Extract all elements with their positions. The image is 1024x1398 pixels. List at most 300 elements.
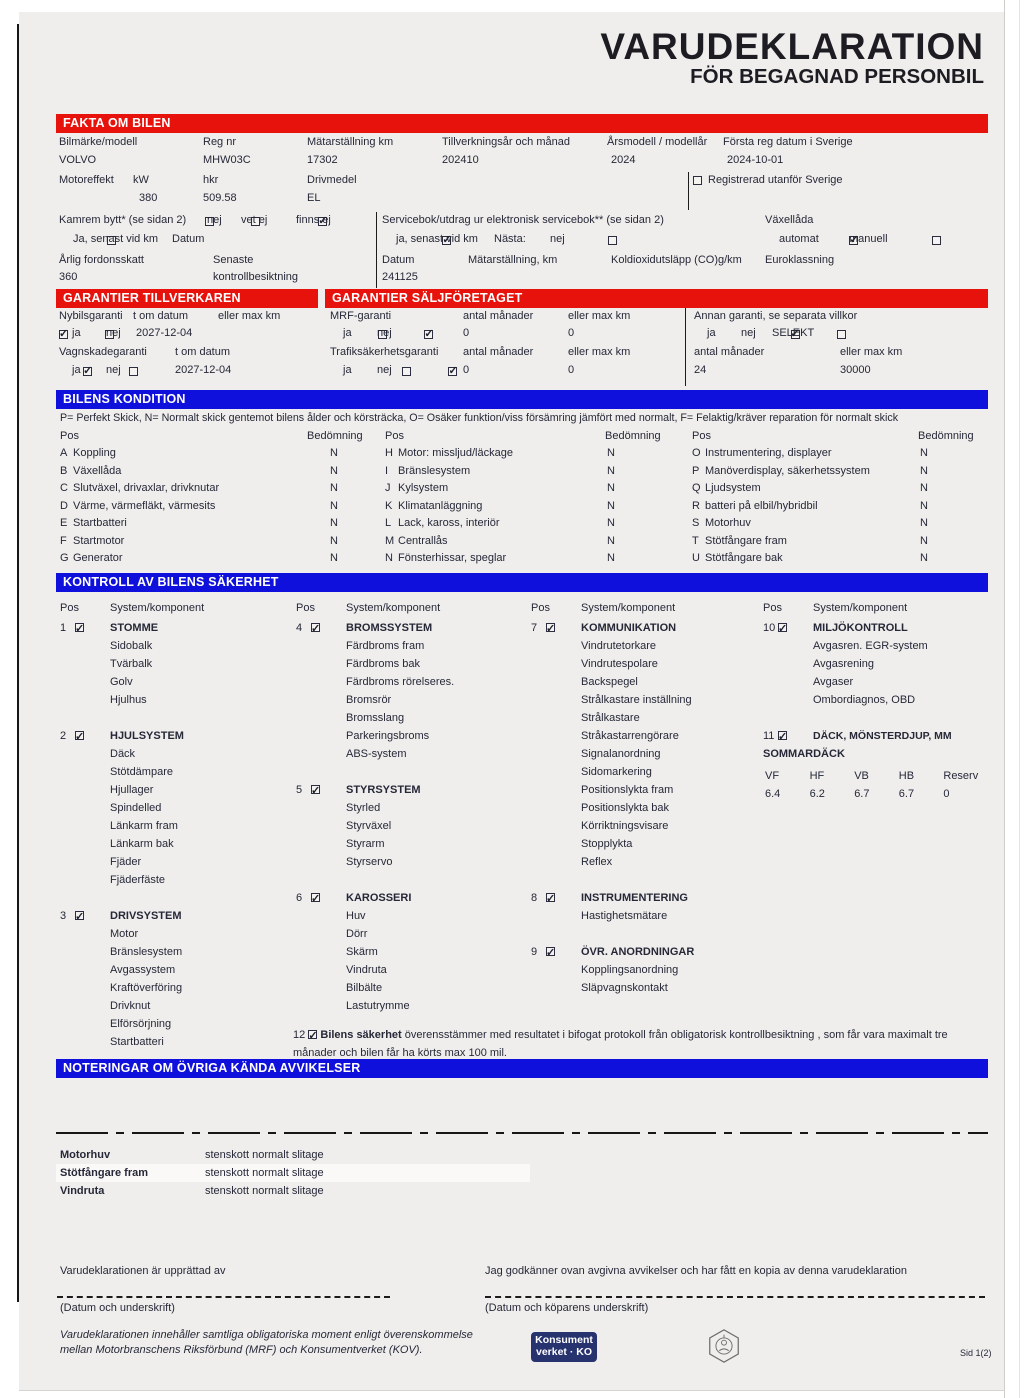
kondition-col-1 xyxy=(60,447,370,570)
condition-label: Klimatanläggning xyxy=(398,499,483,512)
label-trafik-eller-max: eller max km xyxy=(568,346,631,358)
safety-item: Avgasren. EGR-system xyxy=(813,640,928,652)
konsumentverket-logo-line-2: verket · KO xyxy=(535,1345,593,1358)
safety-item: Elförsörjning xyxy=(110,1018,172,1030)
group-7-checkbox[interactable] xyxy=(546,623,555,632)
condition-label: Växellåda xyxy=(73,464,122,477)
registrerad-utanfor-checkbox[interactable] xyxy=(693,176,702,185)
safety-group-miljokontroll xyxy=(763,619,988,709)
condition-pos: I xyxy=(385,464,389,477)
safety-item: Däck xyxy=(110,748,136,760)
condition-pos: M xyxy=(385,534,395,547)
condition-grade: N xyxy=(607,447,615,459)
condition-row xyxy=(692,517,960,535)
buyer-signature-line[interactable] xyxy=(485,1296,985,1298)
condition-row xyxy=(385,535,647,553)
condition-row xyxy=(60,447,370,465)
tire-position-label: HF xyxy=(809,770,825,782)
safety-item: Golv xyxy=(110,676,133,688)
value-arsmodell: 2024 xyxy=(611,154,636,166)
label-kamrem-nej: nej xyxy=(207,214,222,226)
safety-item: Vindrutetorkare xyxy=(581,640,657,652)
condition-pos: B xyxy=(60,464,68,477)
condition-label: Generator xyxy=(73,552,123,564)
tire-depth-value: 6.7 xyxy=(854,788,870,800)
safety-item: Styrarm xyxy=(346,838,385,850)
sakerhet-pos-header: Pos xyxy=(60,602,79,614)
safety-item: Styrservo xyxy=(346,856,393,868)
item-12-checkbox[interactable] xyxy=(308,1030,317,1039)
value-tillverkning: 202410 xyxy=(442,154,479,166)
label-servicebok-nej: nej xyxy=(550,233,565,245)
condition-row xyxy=(60,500,370,518)
condition-row xyxy=(692,500,960,518)
section-header-noteringar: NOTERINGAR OM ÖVRIGA KÄNDA AVVIKELSER xyxy=(56,1059,988,1078)
condition-grade: N xyxy=(607,552,615,564)
page-subtitle: FÖR BEGAGNAD PERSONBIL xyxy=(690,64,984,88)
condition-label: Manöverdisplay, säkerhetssystem xyxy=(705,464,870,477)
footer-disclaimer-line-1: Varudeklarationen innehåller samtliga obligatoriska moment enligt överenskommelse xyxy=(60,1329,473,1341)
safety-item: Reflex xyxy=(581,856,613,868)
condition-pos: O xyxy=(692,447,701,459)
group-2-checkbox[interactable] xyxy=(75,731,84,740)
safety-item: Positionslykta bak xyxy=(581,802,670,814)
approval-statement: Jag godkänner ovan avgivna avvikelser och har fått en kopia av denna varudeklaration xyxy=(485,1265,907,1277)
divider-registrerad xyxy=(688,172,689,210)
safety-group-karosseri xyxy=(296,889,526,1015)
safety-item: Stopplykta xyxy=(581,838,633,850)
prepared-by-label: Varudeklarationen är upprättad av xyxy=(60,1265,226,1277)
safety-group-instrumentering xyxy=(531,889,761,925)
sakerhet-col-3 xyxy=(531,599,761,997)
group-title: STOMME xyxy=(110,622,159,634)
note-remark: stenskott normalt slitage xyxy=(205,1185,324,1197)
safety-item: Skärm xyxy=(346,946,378,958)
page-bottom-edge xyxy=(19,1390,1005,1391)
group-number: 4 xyxy=(296,622,303,634)
safety-group-styrsystem xyxy=(296,781,526,871)
label-forsta-reg: Första reg datum i Sverige xyxy=(723,136,853,148)
section-header-sakerhet: KONTROLL AV BILENS SÄKERHET xyxy=(56,573,988,592)
group-title: BROMSSYSTEM xyxy=(346,622,433,634)
safety-group-dack xyxy=(763,727,988,803)
safety-item: Avgassystem xyxy=(110,964,176,976)
vagnskade-ja-checkbox[interactable] xyxy=(83,367,92,376)
safety-item: Sidobalk xyxy=(110,640,153,652)
item-12-bold-text: Bilens säkerhet xyxy=(320,1029,402,1041)
tire-depth-table xyxy=(763,767,988,803)
page-left-border xyxy=(17,24,19,1302)
condition-label: Startbatteri xyxy=(73,517,127,529)
condition-pos: S xyxy=(692,517,700,529)
label-kontrollbesiktning: kontrollbesiktning xyxy=(213,271,298,283)
tire-position-label: Reserv xyxy=(943,770,979,782)
noteringar-divider-line xyxy=(56,1132,988,1134)
section-header-kondition: BILENS KONDITION xyxy=(56,390,988,409)
condition-pos: E xyxy=(60,517,68,529)
condition-grade: N xyxy=(920,499,928,512)
condition-pos: A xyxy=(60,447,68,459)
sakerhet-col-1 xyxy=(60,599,290,1051)
condition-row xyxy=(60,465,370,483)
mrf-nej-checkbox[interactable] xyxy=(424,330,433,339)
condition-grade: N xyxy=(607,499,615,512)
safety-item: Bränslesystem xyxy=(110,946,183,958)
safety-item: Ombordiagnos, OBD xyxy=(813,694,916,706)
safety-group-bromssystem xyxy=(296,619,526,763)
kondition-legend: P= Perfekt Skick, N= Normalt skick gentemot bilens ålder och körsträcka, O= Osäker funktion/viss försämring jämfört med normalt, F= Felaktig/kräver reparation för normalt skick xyxy=(60,412,899,424)
group-title: MILJÖKONTROLL xyxy=(813,622,908,634)
label-kamrem: Kamrem bytt* (se sidan 2) xyxy=(59,214,187,226)
label-nybilsgaranti: Nybilsgaranti xyxy=(59,310,123,322)
condition-grade: N xyxy=(607,534,615,547)
safety-item: Stötdämpare xyxy=(110,766,173,778)
note-part: Vindruta xyxy=(60,1185,105,1197)
tire-position-label: VB xyxy=(854,770,869,782)
value-nybils-datum: 2027-12-04 xyxy=(136,327,193,339)
sakerhet-col-4 xyxy=(763,599,988,803)
group-title: KAROSSERI xyxy=(346,892,412,904)
group-number: 8 xyxy=(531,892,538,904)
condition-pos: R xyxy=(692,499,700,512)
condition-pos: C xyxy=(60,482,68,494)
safety-item: Tvärbalk xyxy=(110,658,153,670)
note-remark: stenskott normalt slitage xyxy=(205,1149,324,1161)
safety-item: Vindruta xyxy=(346,964,387,976)
label-matarstallning: Mätarställning km xyxy=(307,136,394,148)
kondition-bedomning-header-1: Bedömning xyxy=(307,430,363,442)
kondition-col-2 xyxy=(385,447,647,570)
tire-season-label: SOMMARDÄCK xyxy=(763,748,845,760)
group-number: 11 xyxy=(763,730,775,742)
label-tillverkning: Tillverkningsår och månad xyxy=(442,136,570,148)
group-title: HJULSYSTEM xyxy=(110,730,184,742)
group-title: INSTRUMENTERING xyxy=(581,892,688,904)
group-11-checkbox[interactable] xyxy=(778,731,787,740)
value-kw: 380 xyxy=(139,192,158,204)
condition-grade: N xyxy=(920,464,928,477)
value-matarstallning: 17302 xyxy=(307,154,338,166)
condition-row xyxy=(385,517,647,535)
safety-item: Parkeringsbroms xyxy=(346,730,430,742)
condition-pos: F xyxy=(60,534,67,547)
condition-grade: N xyxy=(607,482,615,494)
label-trafik-antal-manader: antal månader xyxy=(463,346,534,358)
condition-label: Koppling xyxy=(73,447,116,459)
condition-grade: N xyxy=(330,464,338,477)
label-euroklassning: Euroklassning xyxy=(765,254,835,266)
safety-item: Dörr xyxy=(346,928,368,940)
safety-item: Fjäder xyxy=(110,856,142,868)
sakerhet-pos-header: Pos xyxy=(763,602,782,614)
sakerhet-system-header: System/komponent xyxy=(346,602,441,614)
condition-row xyxy=(385,500,647,518)
condition-pos: N xyxy=(385,552,393,564)
group-4-checkbox[interactable] xyxy=(311,623,320,632)
label-drivmedel: Drivmedel xyxy=(307,174,357,186)
condition-row xyxy=(385,465,647,483)
safety-item: Bilbälte xyxy=(346,982,383,994)
group-number: 7 xyxy=(531,622,538,634)
condition-label: Bränslesystem xyxy=(398,464,471,477)
safety-item-12 xyxy=(293,1026,993,1062)
group-title: DRIVSYSTEM xyxy=(110,910,182,922)
sakerhet-system-header: System/komponent xyxy=(813,602,908,614)
condition-grade: N xyxy=(330,552,338,564)
kondition-bedomning-header-2: Bedömning xyxy=(605,430,661,442)
condition-pos: T xyxy=(692,534,699,547)
label-trafik-garanti: Trafiksäkerhetsgaranti xyxy=(330,346,439,358)
label-bilmarke: Bilmärke/modell xyxy=(59,136,138,148)
label-kamrem-finns-ej: finns ej xyxy=(296,214,331,226)
safety-item: Huv xyxy=(346,910,366,922)
nybils-ja-checkbox[interactable] xyxy=(59,330,68,339)
safety-group-ovr-anordningar xyxy=(531,943,761,997)
label-servicebok-datum: Datum xyxy=(382,254,415,266)
condition-label: Kylsystem xyxy=(398,482,449,494)
condition-label: Instrumentering, displayer xyxy=(705,447,832,459)
safety-item: Avgaser xyxy=(813,676,854,688)
safety-group-stomme xyxy=(60,619,290,709)
safety-item: Stråkastarrengörare xyxy=(581,730,679,742)
condition-grade: N xyxy=(920,534,928,547)
safety-item: Strålkastare inställning xyxy=(581,694,692,706)
label-annan-ja: ja xyxy=(707,327,716,339)
label-hkr: hkr xyxy=(203,174,219,186)
item-12-number: 12 xyxy=(293,1029,306,1041)
garantier-section xyxy=(56,308,988,386)
condition-label: batteri på elbil/hybridbil xyxy=(705,499,818,512)
servicebok-nasta-nej-checkbox[interactable] xyxy=(608,236,617,245)
safety-item: Hjulhus xyxy=(110,694,147,706)
safety-item: Motor xyxy=(110,928,139,940)
label-mrf-ja: ja xyxy=(343,327,352,339)
value-mrf-manader: 0 xyxy=(463,327,470,339)
trafik-nej-checkbox[interactable] xyxy=(448,367,457,376)
label-vagnskade-tom-datum: t om datum xyxy=(175,346,231,358)
sakerhet-system-header: System/komponent xyxy=(581,602,676,614)
kondition-bedomning-header-3: Bedömning xyxy=(918,430,974,442)
condition-label: Startmotor xyxy=(73,534,125,547)
safety-item: Backspegel xyxy=(581,676,638,688)
group-number: 6 xyxy=(296,892,303,904)
tire-header-row xyxy=(765,767,988,785)
group-8-checkbox[interactable] xyxy=(546,893,555,902)
condition-pos: Q xyxy=(692,482,701,494)
condition-grade: N xyxy=(920,482,928,494)
label-nybils-eller-max: eller max km xyxy=(218,310,281,322)
safety-item: Bromsslang xyxy=(346,712,405,724)
label-vagnskadegaranti: Vagnskadegaranti xyxy=(59,346,147,358)
label-servicebok: Servicebok/utdrag ur elektronisk servicebok** (se sidan 2) xyxy=(382,214,664,226)
sakerhet-pos-header: Pos xyxy=(296,602,315,614)
value-mrf-km: 0 xyxy=(568,327,575,339)
condition-grade: N xyxy=(330,499,338,512)
label-nasta: Nästa: xyxy=(494,233,526,245)
kondition-pos-header-2: Pos xyxy=(385,430,404,442)
condition-label: Värme, värmefläkt, värmesits xyxy=(73,499,216,512)
label-matarstallning-km: Mätarställning, km xyxy=(468,254,558,266)
condition-row xyxy=(60,535,370,553)
konsumentverket-logo-line-1: Konsument xyxy=(535,1334,593,1346)
group-number: 3 xyxy=(60,910,67,922)
note-row xyxy=(56,1182,988,1200)
condition-row xyxy=(385,447,647,465)
group-5-checkbox[interactable] xyxy=(311,785,320,794)
label-annan-eller-max: eller max km xyxy=(840,346,903,358)
safety-group-kommunikation xyxy=(531,619,761,871)
label-nybils-nej: nej xyxy=(106,327,121,339)
page-title: VARUDEKLARATION xyxy=(600,26,984,67)
condition-label: Ljudsystem xyxy=(705,482,761,494)
safety-item: Vindrutespolare xyxy=(581,658,658,670)
note-part: Motorhuv xyxy=(60,1149,111,1161)
condition-grade: N xyxy=(330,482,338,494)
safety-item: Avgasrening xyxy=(813,658,874,670)
value-servicebok-datum: 241125 xyxy=(382,271,418,283)
value-arlig-skatt: 360 xyxy=(59,271,78,283)
value-trafik-manader: 0 xyxy=(463,364,470,376)
tire-depth-value: 0 xyxy=(943,788,950,800)
value-annan-manader: 24 xyxy=(694,364,707,376)
safety-item: Färdbroms bak xyxy=(346,658,420,670)
safety-item: Hjullager xyxy=(110,784,154,796)
condition-row xyxy=(692,535,960,553)
value-drivmedel: EL xyxy=(307,192,321,204)
safety-group-hjulsystem xyxy=(60,727,290,889)
footer-disclaimer xyxy=(60,1328,530,1357)
safety-item: Körriktningsvisare xyxy=(581,820,669,832)
vaxellada-manuell-checkbox[interactable] xyxy=(932,236,941,245)
label-vagnskade-nej: nej xyxy=(106,364,121,376)
condition-row xyxy=(692,552,960,570)
kondition-pos-header-3: Pos xyxy=(692,430,711,442)
label-annan-antal-manader: antal månader xyxy=(694,346,765,358)
label-vagnskade-ja: ja xyxy=(72,364,81,376)
condition-label: Lack, kaross, interiör xyxy=(398,517,500,529)
safety-item: Drivknut xyxy=(110,1000,151,1012)
kondition-col-3 xyxy=(692,447,960,570)
label-kamrem-datum: Datum xyxy=(172,233,205,245)
hexagon-emblem-icon xyxy=(705,1327,743,1365)
safety-item: Färdbroms rörelseres. xyxy=(346,676,455,688)
footer-disclaimer-line-2: mellan Motorbranschens Riksförbund (MRF) och Konsumentverket (KOV). xyxy=(60,1343,423,1356)
label-mrf-eller-max: eller max km xyxy=(568,310,631,322)
condition-pos: D xyxy=(60,499,68,512)
sakerhet-pos-header: Pos xyxy=(531,602,550,614)
label-arlig-skatt: Årlig fordonsskatt xyxy=(59,254,144,266)
annan-nej-checkbox[interactable] xyxy=(837,330,846,339)
condition-row xyxy=(385,482,647,500)
condition-row xyxy=(692,465,960,483)
condition-label: Motor: missljud/läckage xyxy=(398,447,513,459)
value-annan-km: 30000 xyxy=(840,364,871,376)
condition-row xyxy=(60,552,370,570)
buyer-signature-caption: (Datum och köparens underskrift) xyxy=(485,1302,649,1314)
group-9-checkbox[interactable] xyxy=(546,947,555,956)
label-nybils-ja: ja xyxy=(72,327,81,339)
group-10-checkbox[interactable] xyxy=(778,623,787,632)
condition-grade: N xyxy=(607,464,615,477)
vagnskade-nej-checkbox[interactable] xyxy=(129,367,138,376)
condition-pos: U xyxy=(692,552,700,564)
safety-item: Signalanordning xyxy=(581,748,661,760)
group-1-checkbox[interactable] xyxy=(75,623,84,632)
seller-signature-line[interactable] xyxy=(57,1296,390,1298)
trafik-ja-checkbox[interactable] xyxy=(402,367,411,376)
label-mrf-antal-manader: antal månader xyxy=(463,310,534,322)
value-forsta-reg: 2024-10-01 xyxy=(727,154,784,166)
safety-item: Sidomarkering xyxy=(581,766,652,778)
fakta-section xyxy=(56,133,988,289)
safety-item: Spindelled xyxy=(110,802,162,814)
condition-row xyxy=(60,482,370,500)
safety-item: Positionslykta fram xyxy=(581,784,674,796)
condition-grade: N xyxy=(330,517,338,529)
label-kamrem-ja-senast: Ja, senast vid km xyxy=(73,233,158,245)
label-regnr: Reg nr xyxy=(203,136,237,148)
page-right-edge-outer xyxy=(1019,0,1020,1398)
value-bilmarke: VOLVO xyxy=(59,154,97,166)
label-trafik-ja: ja xyxy=(343,364,352,376)
sakerhet-col-2 xyxy=(296,599,526,1015)
tire-depth-value: 6.4 xyxy=(765,788,781,800)
safety-item: Bromsrör xyxy=(346,694,392,706)
condition-grade: N xyxy=(920,552,928,564)
condition-pos: L xyxy=(385,517,392,529)
group-3-checkbox[interactable] xyxy=(75,911,84,920)
sakerhet-system-header: System/komponent xyxy=(110,602,205,614)
label-annan-nej: nej xyxy=(741,327,756,339)
noteringar-table xyxy=(56,1146,988,1200)
label-kamrem-vet-ej: vet ej xyxy=(241,214,268,226)
condition-row xyxy=(692,447,960,465)
condition-pos: K xyxy=(385,499,393,512)
label-manuell: manuell xyxy=(849,233,888,245)
group-number: 10 xyxy=(763,622,776,634)
label-kw: kW xyxy=(133,174,149,186)
safety-item: Styrled xyxy=(346,802,381,814)
page-right-edge xyxy=(1004,0,1005,1398)
konsumentverket-logo xyxy=(531,1332,597,1362)
label-senaste: Senaste xyxy=(213,254,254,266)
tire-position-label: VF xyxy=(765,770,780,782)
label-koldioxid: Koldioxidutsläpp (CO)g/km xyxy=(611,254,742,266)
condition-pos: P xyxy=(692,464,700,477)
safety-item: Släpvagnskontakt xyxy=(581,982,668,994)
safety-item: ABS-system xyxy=(346,748,407,760)
item-12-text: överensstämmer med resultatet i bifogat protokoll från obligatorisk kontrollbesiktning , som får vara maximalt tre månader och bilen får ha körts max 100 mil. xyxy=(293,1029,948,1059)
label-vaxellada: Växellåda xyxy=(765,214,814,226)
condition-pos: H xyxy=(385,447,393,459)
mrf-hexagon-logo xyxy=(705,1327,743,1368)
condition-label: Motorhuv xyxy=(705,517,751,529)
condition-row xyxy=(692,482,960,500)
note-remark: stenskott normalt slitage xyxy=(205,1167,324,1179)
label-servicebok-ja-senast: ja, senast vid km xyxy=(396,233,478,245)
condition-row xyxy=(385,552,647,570)
label-automat: automat xyxy=(779,233,819,245)
safety-item: Styrväxel xyxy=(346,820,392,832)
condition-grade: N xyxy=(920,517,928,529)
tire-position-label: HB xyxy=(898,770,915,782)
condition-label: Slutväxel, drivaxlar, drivknutar xyxy=(73,482,220,494)
label-registrerad: Registrerad utanför Sverige xyxy=(708,174,843,186)
group-number: 1 xyxy=(60,622,67,634)
safety-item: Strålkastare xyxy=(581,712,640,724)
group-6-checkbox[interactable] xyxy=(311,893,320,902)
condition-pos: G xyxy=(60,552,69,564)
